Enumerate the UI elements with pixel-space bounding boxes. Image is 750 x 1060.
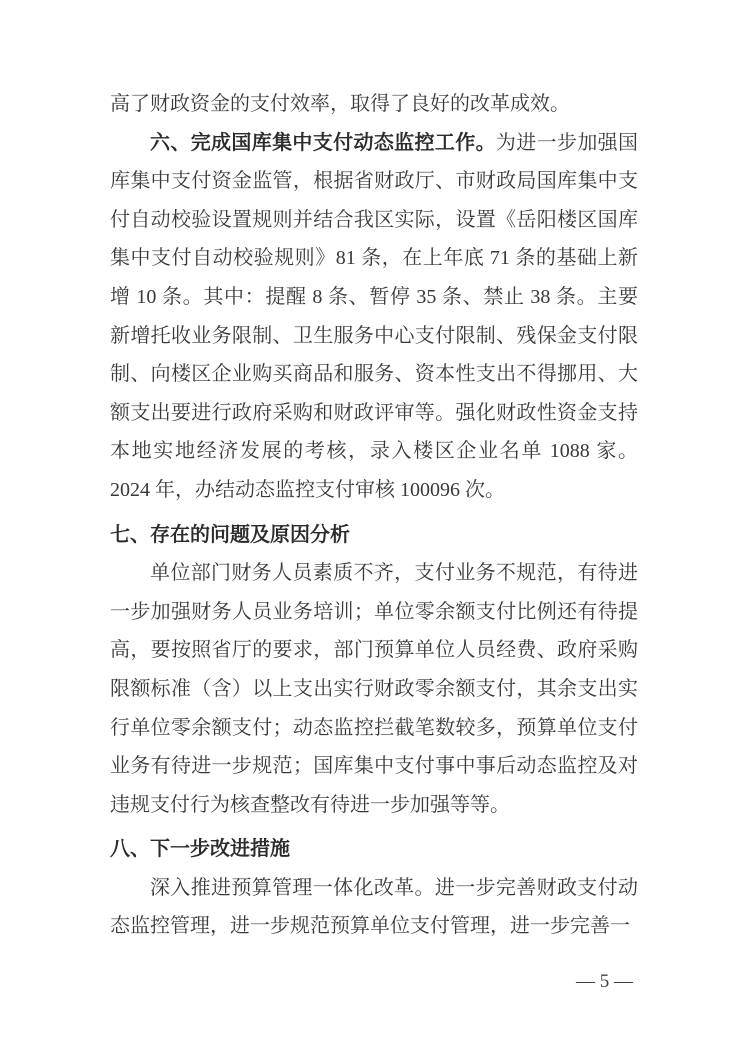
page-number: — 5 — <box>576 971 633 992</box>
section-8-heading: 八、下一步改进措施 <box>110 838 290 861</box>
section-7-paragraph: 单位部门财务人员素质不齐，支付业务不规范，有待进一步加强财务人员业务培训；单位零余额支付比例还有待提高，要按照省厅的要求，部门预算单位人员经费、政府采购限额标准（含）以上支出实行财政零余额支付，其余支出实行单位零余额支付；动态监控拦截笔数较多，预算单位支付业务有待进一步规范；国库集中支付事中事后动态监控及对违规支付行为核查整改有待进一步加强等等。 <box>110 562 638 816</box>
section-7-heading: 七、存在的问题及原因分析 <box>110 523 350 546</box>
section-8-paragraph: 深入推进预算管理一体化改革。进一步完善财政支付动态监控管理，进一步规范预算单位支付管理，进一步完善一 <box>110 876 638 938</box>
page-content <box>110 85 638 946</box>
continuation-paragraph: 高了财政资金的支付效率，取得了良好的改革成效。 <box>110 93 570 115</box>
section-6-paragraph <box>110 124 638 510</box>
section-6-body-text: 为进一步加强国库集中支付资金监管，根据省财政厅、市财政局国库集中支付自动校验设置规则并结合我区实际，设置《岳阳楼区国库集中支付自动校验规则》81 条，在上年底 71 条的基础上新增 10 条。其中：提醒 8 条、暂停 35 条、禁止 38 条。主要新增托收业务限制、卫生服务中心支付限制、残保金支付限制、向楼区企业购买商品和服务、资本性支出不得挪用、大额支出要进行政府采购和财政评审等。强化财政性资金支持本地实地经济发展的考核，录入楼区企业名单 1088 家。2024 年，办结动态监控支付审核 100096 次。 <box>110 131 639 501</box>
section-6-heading: 六、完成国库集中支付动态监控工作。 <box>150 131 496 154</box>
